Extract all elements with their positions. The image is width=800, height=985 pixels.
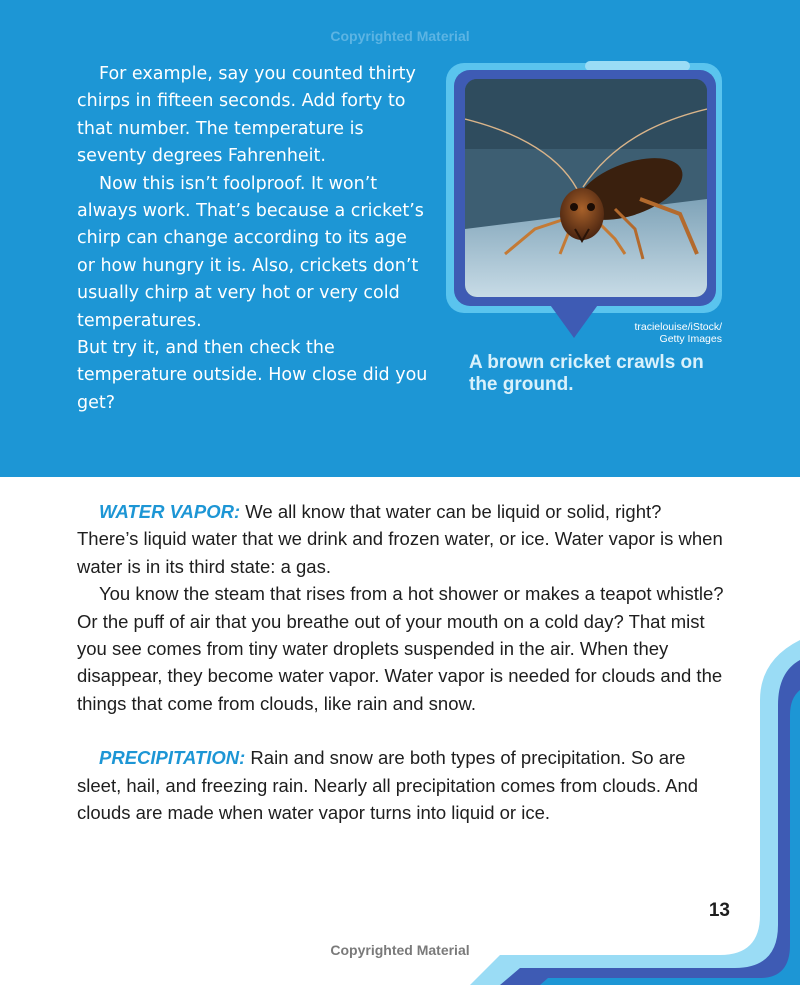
water-vapor-term: WATER VAPOR: (99, 501, 241, 522)
sidebar-paragraph: Now this isn’t foolproof. It won’t always work. That’s because a cricket’s chirp can change according to its age or how hungry it is. Also, crickets don’t usually chirp at very hot or very cold temperatures. (77, 173, 424, 331)
watermark-bottom: Copyrighted Material (330, 942, 470, 958)
photo-credit-line: Getty Images (659, 333, 722, 345)
precipitation-term: PRECIPITATION: (99, 747, 246, 769)
water-vapor-paragraph-2: You know the steam that rises from a hot shower or makes a teapot whistle? Or the puff of air that you breathe out of your mouth on a cold day? That mist you see comes from tiny water droplets suspended in the air. When they disappear, they become water vapor. Water vapor is needed for clouds and the things that come from clouds, like rain and snow. (77, 583, 724, 714)
watermark-top: Copyrighted Material (330, 28, 470, 44)
water-vapor-text: We all know that water can be liquid or solid, right? There’s liquid water that we drink and frozen water, or ice. Water vapor is when water is in its third state: a gas. (77, 501, 723, 577)
page-number: 13 (708, 900, 730, 921)
photo-caption: A brown cricket crawls on the ground. (469, 352, 704, 395)
photo-credit-line: tracielouise/iStock/ (634, 321, 722, 333)
precipitation-text: Rain and snow are both types of precipitation. So are sleet, hail, and freezing rain. Nearly all precipitation comes from clouds. And clouds are made when water vapor turns into liquid or ice. (77, 747, 699, 824)
sidebar-paragraph: But try it, and then check the temperature outside. How close did you get? (77, 338, 428, 413)
sidebar-paragraph: For example, say you counted thirty chirps in fifteen seconds. Add forty to that number. The temperature is seventy degrees Fahrenheit. (77, 64, 416, 167)
